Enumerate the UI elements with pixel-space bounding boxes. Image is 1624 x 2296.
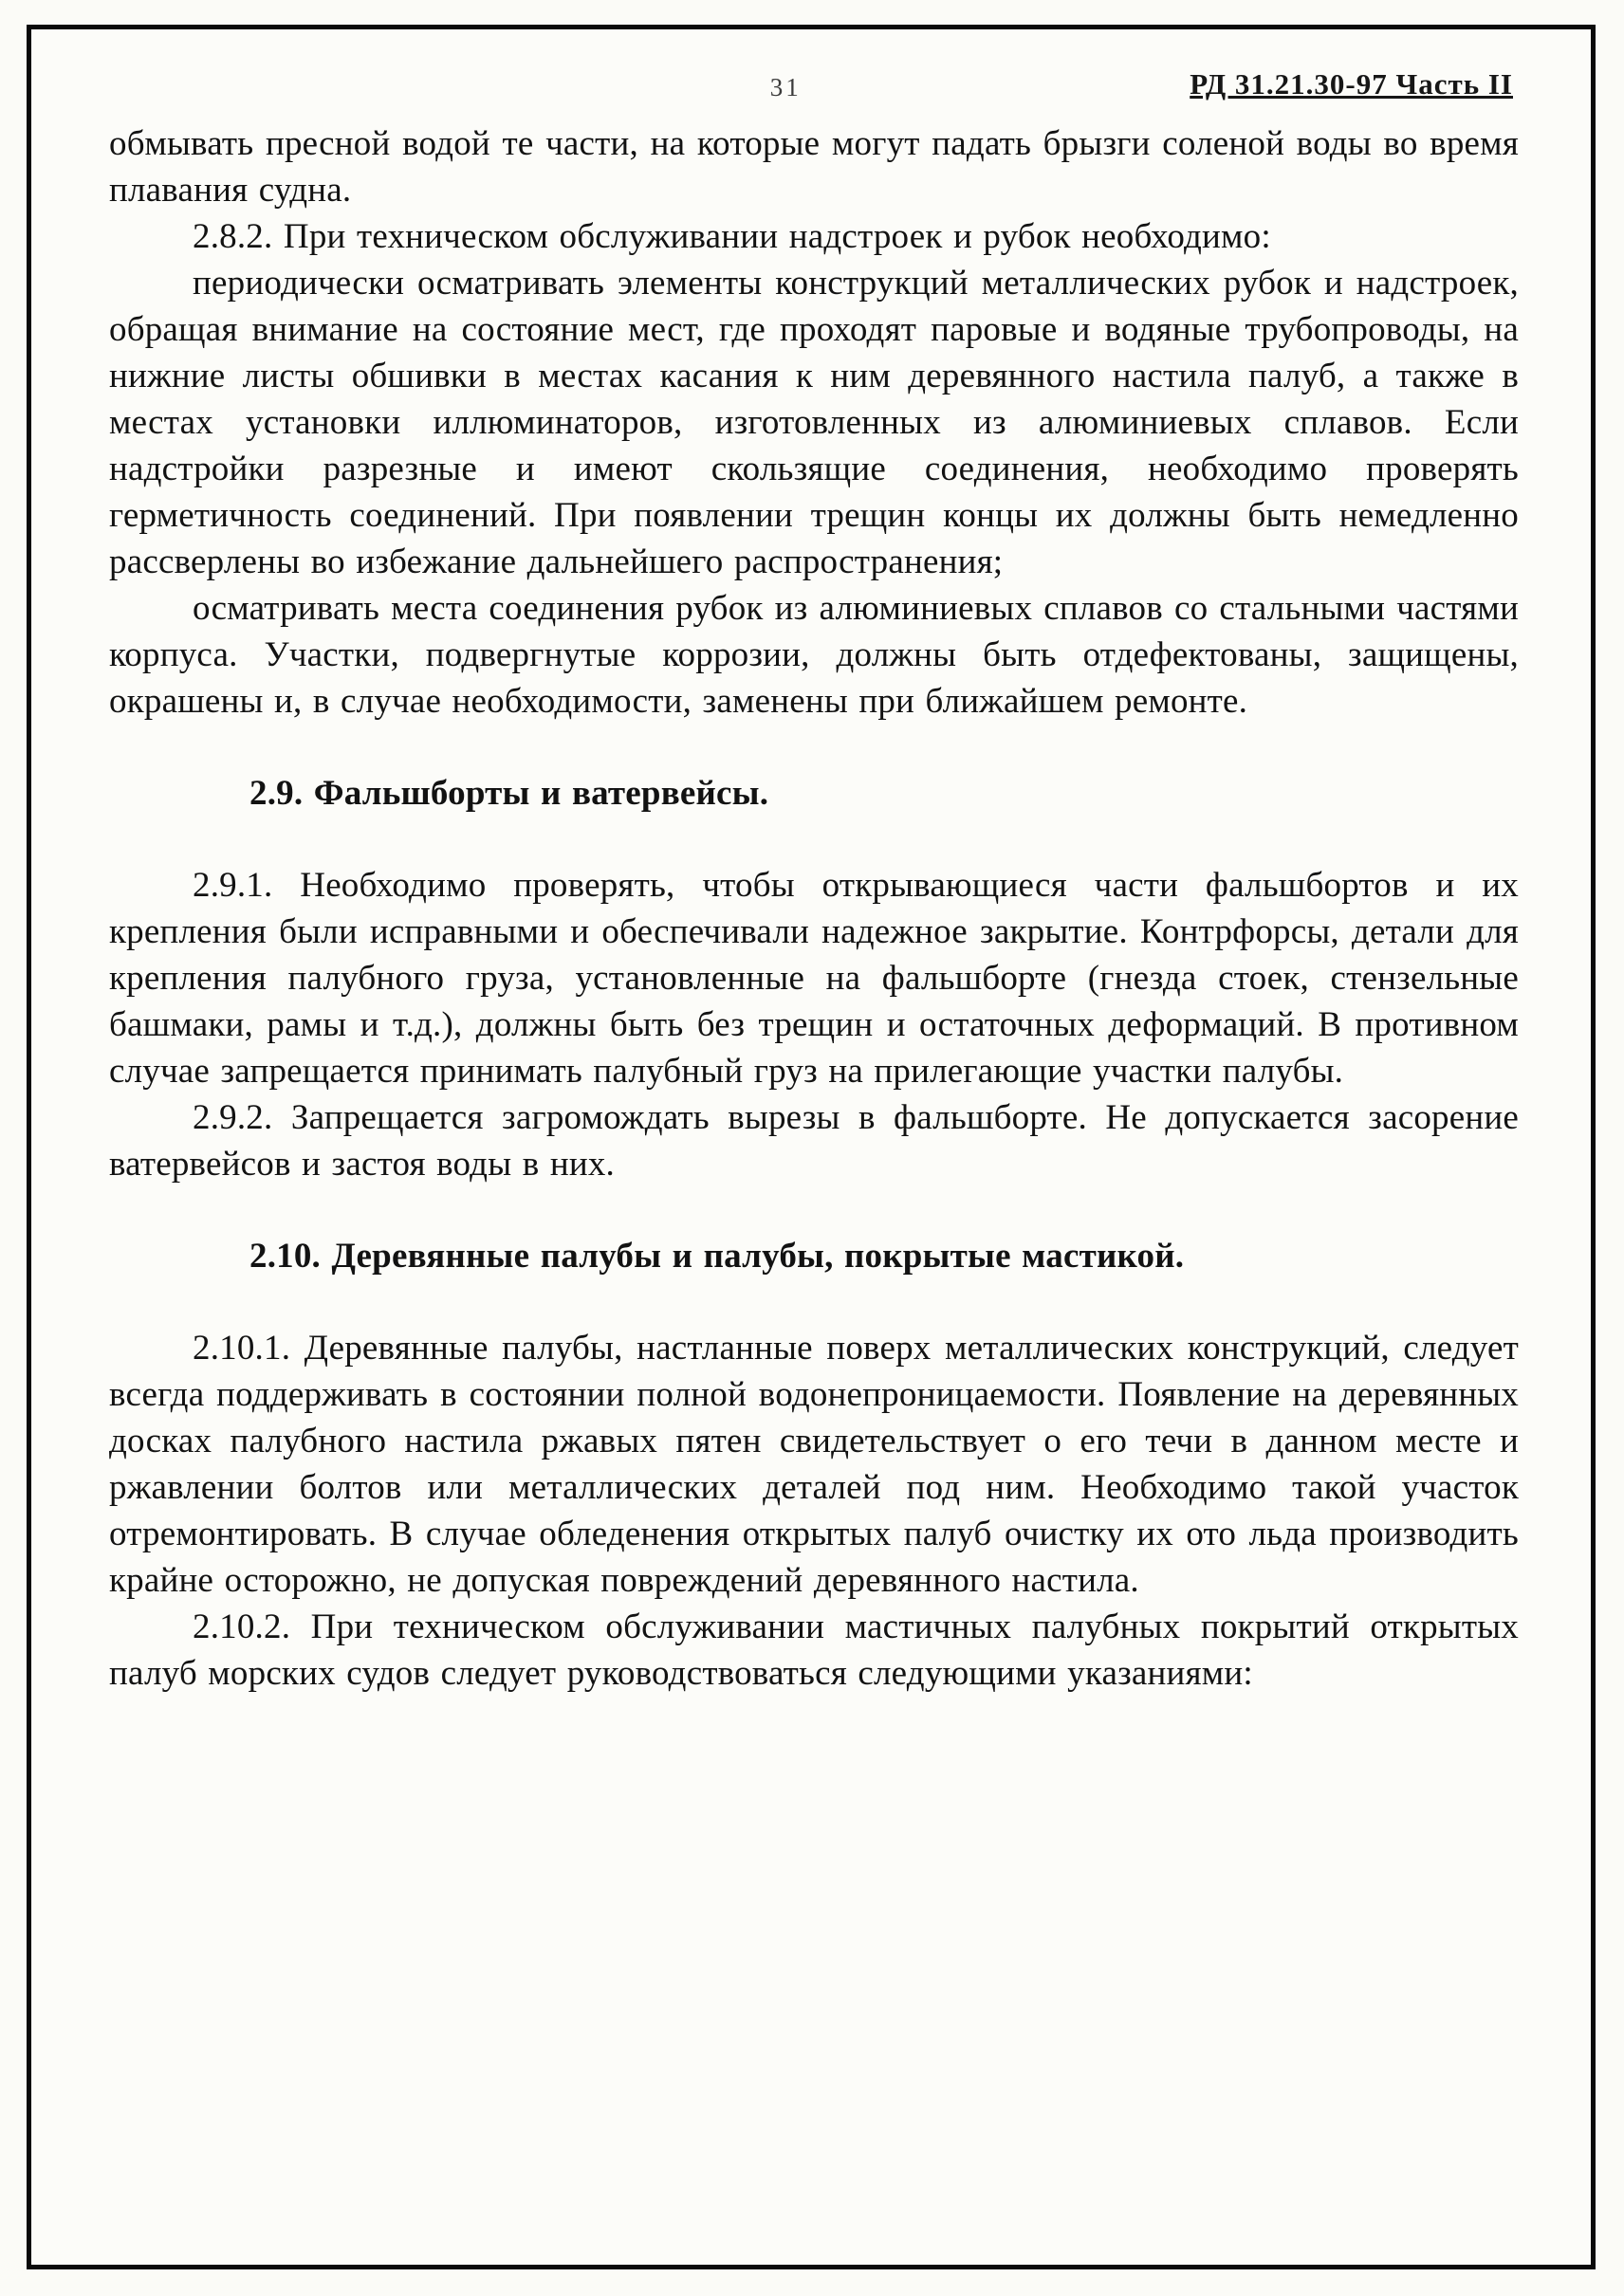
- paragraph: 2.9.1. Необходимо проверять, чтобы открывающиеся части фальшбортов и их крепления были исправными и обеспечивали надежное закрытие. Контрфорсы, детали для крепления палубного груза, установленные на фальшборте (гнезда стоек, стензельные башмаки, рамы и т.д.), должны быть без трещин и остаточных деформаций. В противном случае запрещается принимать палубный груз на прилегающие участки палубы.: [109, 866, 1519, 1091]
- section-heading: 2.10. Деревянные палубы и палубы, покрытые мастикой.: [249, 1237, 1185, 1276]
- page-border-frame: [27, 25, 1596, 2269]
- document-body: [109, 120, 1519, 1697]
- paragraph: 2.8.2. При техническом обслуживании надстроек и рубок необходимо:: [193, 217, 1271, 256]
- page-header: [109, 67, 1519, 115]
- paragraph: периодически осматривать элементы конструкций металлических рубок и надстроек, обращая внимание на состояние мест, где проходят паровые и водяные трубопроводы, на нижние листы обшивки в местах касания к ним деревянного настила палуб, а также в местах установки иллюминаторов, изготовленных из алюминиевых сплавов. Если надстройки разрезные и имеют скользящие соединения, необходимо проверять герметичность соединений. При появлении трещин концы их должны быть немедленно рассверлены во избежание дальнейшего распространения;: [109, 264, 1519, 581]
- page-number: 31: [769, 73, 802, 101]
- paragraph: 2.10.1. Деревянные палубы, настланные поверх металлических конструкций, следует всегда поддерживать в состоянии полной водонепроницаемости. Появление на деревянных досках палубного настила ржавых пятен свидетельствует о его течи в данном месте и ржавлении болтов или металлических деталей под ним. Необходимо такой участок отремонтировать. В случае обледенения открытых палуб очистку их ото льда производить крайне осторожно, не допуская повреждений деревянного настила.: [109, 1329, 1519, 1600]
- paragraph: 2.10.2. При техническом обслуживании мастичных палубных покрытий открытых палуб морских судов следует руководствоваться следующими указаниями:: [109, 1607, 1519, 1693]
- paragraph: обмывать пресной водой те части, на которые могут падать брызги соленой воды во время плавания судна.: [109, 124, 1519, 210]
- paragraph: осматривать места соединения рубок из алюминиевых сплавов со стальными частями корпуса. Участки, подвергнутые коррозии, должны быть отдефектованы, защищены, окрашены и, в случае необходимости, заменены при ближайшем ремонте.: [109, 589, 1519, 721]
- paragraph: 2.9.2. Запрещается загромождать вырезы в фальшборте. Не допускается засорение ватервейсов и застоя воды в них.: [109, 1098, 1519, 1184]
- section-heading: 2.9. Фальшборты и ватервейсы.: [249, 774, 769, 813]
- document-reference: РД 31.21.30-97 Часть II: [1190, 67, 1513, 101]
